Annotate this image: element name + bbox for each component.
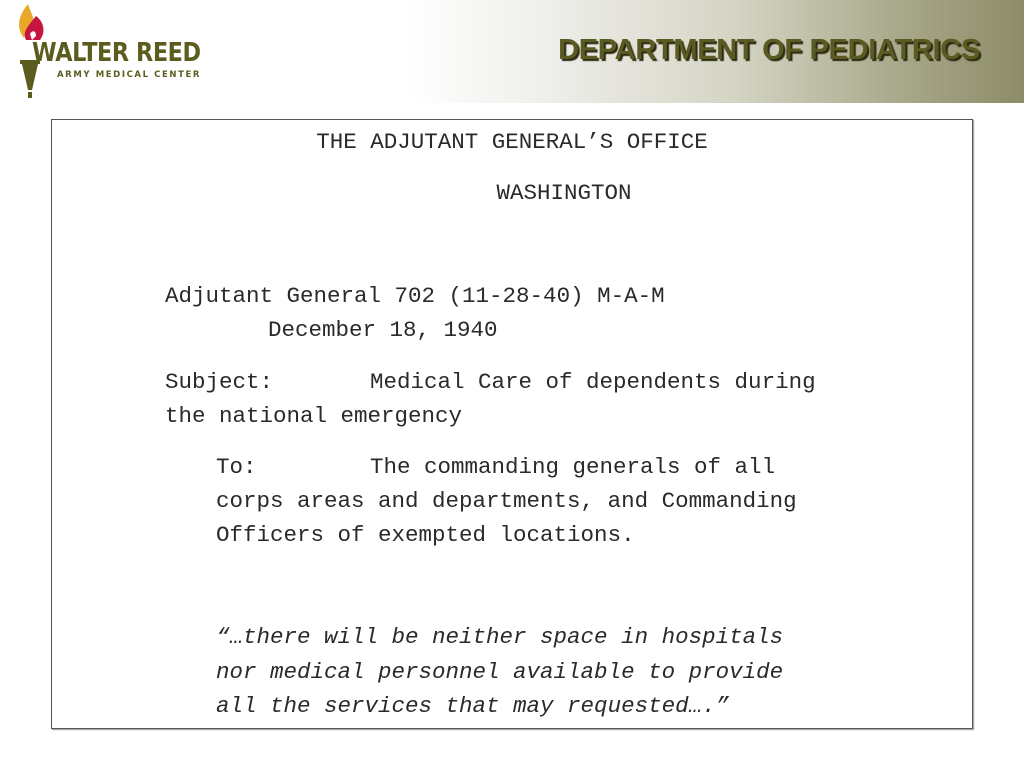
- to-line-1: The commanding generals of all: [370, 454, 776, 480]
- document-box: [51, 119, 973, 729]
- quote-line-3: all the services that may requested….”: [216, 693, 730, 719]
- slide-header: [0, 0, 1024, 103]
- to-label: To:: [216, 454, 257, 480]
- subject-line-1: Medical Care of dependents during: [370, 369, 816, 395]
- quote-line-2: nor medical personnel available to provide: [216, 659, 784, 685]
- to-line-3: Officers of exempted locations.: [216, 522, 635, 548]
- heading-city: WASHINGTON: [496, 180, 632, 206]
- date-line: December 18, 1940: [268, 317, 498, 343]
- logo-name: WALTER REED: [32, 38, 201, 68]
- walter-reed-logo: [14, 2, 214, 102]
- logo-subtitle: ARMY MEDICAL CENTER: [57, 70, 202, 80]
- subject-line-2: the national emergency: [165, 403, 463, 429]
- to-line-2: corps areas and departments, and Commanding: [216, 488, 797, 514]
- page-title: DEPARTMENT OF PEDIATRICS: [558, 34, 980, 66]
- quote-line-1: “…there will be neither space in hospitals: [216, 624, 784, 650]
- subject-label: Subject:: [165, 369, 274, 395]
- heading-office: THE ADJUTANT GENERAL’S OFFICE: [316, 129, 708, 155]
- reference-line: Adjutant General 702 (11-28-40) M-A-M: [165, 283, 665, 309]
